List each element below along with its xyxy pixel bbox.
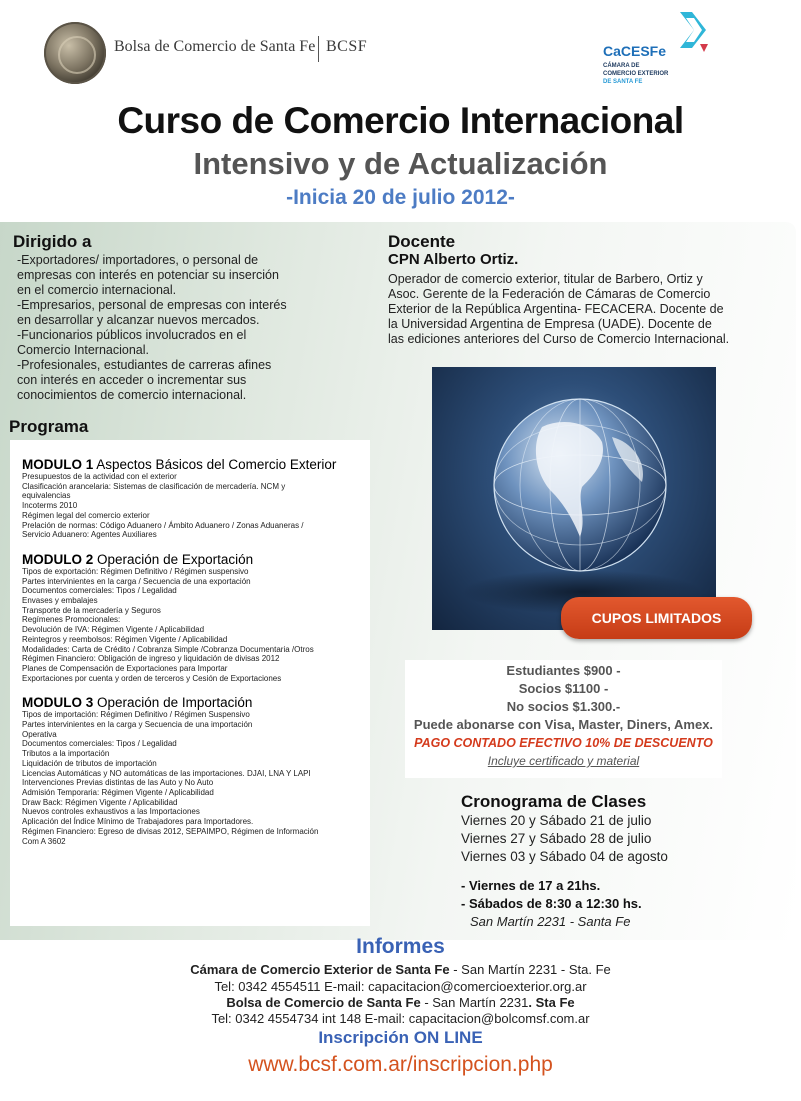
- includes-note: Incluye certificado y material: [487, 754, 640, 768]
- logo-divider: [318, 36, 319, 62]
- course-subtitle: Intensivo y de Actualización: [193, 146, 608, 181]
- price-members: Socios $1100 -: [518, 681, 609, 696]
- cronograma-dates: Viernes 20 y Sábado 21 de julio Viernes 27 y Sábado 28 de julio Viernes 03 y Sábado 04 de agosto: [461, 813, 668, 864]
- module-1-items: Presupuestos de la actividad con el exterior Clasificación arancelaria: Sistemas de clasificación de mercadería. NCM y equivalencias Incoterms 2010 Régimen legal del comercio exterior Prelación de normas: Código Aduanero / Ámbito Aduanero / Zonas Aduaneras / Servicio Aduanero: Agentes Auxiliares: [22, 472, 304, 540]
- bcsf-logo-abbr: BCSF: [326, 38, 368, 55]
- docente-bio: Operador de comercio exterior, titular de Barbero, Ortiz y Asoc. Gerente de la Federación de Cámaras de Comercio Exterior de la República Argentina- FECACERA. Docente de la Universidad Argentina de Empresa (UADE). Docente de las ediciones anteriores del Curso de Comercio Internacional.: [388, 272, 730, 346]
- globe-image: [432, 367, 716, 630]
- footer-cacesfe-line: Cámara de Comercio Exterior de Santa Fe - San Martín 2231 - Sta. Fe: [190, 962, 611, 977]
- cronograma-heading: Cronograma de Clases: [461, 792, 647, 811]
- cacesfe-arrow-icon: [672, 10, 712, 56]
- cronograma-hours: - Viernes de 17 a 21hs. - Sábados de 8:30 a 12:30 hs. San Martín 2231 - Santa Fe: [461, 878, 642, 929]
- docente-name: CPN Alberto Ortiz.: [388, 251, 519, 268]
- module-3-items: Tipos de importación: Régimen Definitivo / Régimen Suspensivo Partes intervinientes en la carga y Secuencia de una importación Operativa Documentos comerciales: Tipos / Legalidad Tributos a la importación Liquidación de tributos de importación Licencias Automáticas y NO automáticas de las importaciones. DJAI, LNA Y LAPI Intervenciones Previas distintas de las Auto y No Auto Admisión Temporaria: Régimen Vigente / Aplicabilidad Draw Back: Régimen Vigente / Aplicabilidad Nuevos controles exhaustivos a las Importaciones Aplicación del Índice Mínimo de Trabajadores para Importadores. Régimen Financiero: Egreso de divisas 2012, SEPAIMPO, Régimen de Información Com A 3602: [22, 710, 319, 846]
- module-2-items: Tipos de exportación: Régimen Definitivo / Régimen suspensivo Partes intervinientes en la carga / Secuencia de una exportación Documentos comerciales: Tipos / Legalidad Envases y embalajes Transporte de la mercadería y Seguros Regímenes Promocionales: Devolución de IVA: Régimen Vigente / Aplicabilidad Reintegros y reembolsos: Régimen Vigente / Aplicabilidad Modalidades: Carta de Crédito / Cobranza Simple /Cobranza Documentaria /Otros Régimen Financiero: Obligación de ingreso y liquidación de divisas 2012 Planes de Compensación de Exportaciones para Importar Exportaciones por cuenta y orden de terceros y Cesión de Exportaciones: [22, 566, 314, 683]
- footer-bcsf-contact: Tel: 0342 4554734 int 148 E-mail: capacitacion@bolcomsf.com.ar: [211, 1011, 590, 1026]
- cacesfe-logo-subtitle: CÁMARA DE COMERCIO EXTERIOR DE SANTA FE: [603, 63, 669, 85]
- price-box: [405, 660, 722, 778]
- inscripcion-url[interactable]: www.bcsf.com.ar/inscripcion.php: [248, 1053, 553, 1076]
- course-title: Curso de Comercio Internacional: [117, 100, 684, 141]
- dirigido-text: -Exportadores/ importadores, o personal de empresas con interés en potenciar su inserción en el comercio internacional. -Empresarios, personal de empresas con interés en desarrollar y alcanzar nuevos mercados. -Funcionarios públicos involucrados en el Comercio Internacional. -Profesionales, estudiantes de carreras afines con interés en acceder o incrementar sus conocimientos de comercio internacional.: [17, 253, 287, 402]
- informes-heading: Informes: [356, 935, 445, 958]
- programa-heading: Programa: [9, 417, 89, 436]
- price-non-members: No socios $1.300.-: [506, 699, 621, 714]
- dirigido-heading: Dirigido a: [13, 232, 92, 251]
- inscripcion-heading: Inscripción ON LINE: [318, 1028, 483, 1047]
- class-address: San Martín 2231 - Santa Fe: [470, 914, 631, 929]
- footer-bcsf-line: Bolsa de Comercio de Santa Fe - San Martín 2231. Sta Fe: [226, 995, 575, 1010]
- cacesfe-logo-name: CaCESFe: [603, 43, 667, 59]
- course-start-date: -Inicia 20 de julio 2012-: [286, 186, 515, 209]
- cupos-limitados-badge: CUPOS LIMITADOS: [561, 597, 752, 639]
- module-2-heading: MODULO 2 Operación de Exportación: [22, 551, 254, 567]
- programa-box: [10, 440, 370, 926]
- module-1-heading: MODULO 1 Aspectos Básicos del Comercio Exterior: [22, 457, 337, 472]
- cash-discount: PAGO CONTADO EFECTIVO 10% DE DESCUENTO: [414, 736, 713, 750]
- payment-methods: Puede abonarse con Visa, Master, Diners, Amex.: [413, 717, 714, 732]
- bcsf-seal-logo: [44, 22, 106, 84]
- bcsf-logo-name: Bolsa de Comercio de Santa Fe: [114, 38, 316, 55]
- module-3-heading: MODULO 3 Operación de Importación: [22, 695, 253, 711]
- footer-cacesfe-contact: Tel: 0342 4554511 E-mail: capacitacion@comercioexterior.org.ar: [214, 979, 587, 994]
- docente-heading: Docente: [388, 232, 456, 251]
- price-students: Estudiantes $900 -: [506, 663, 621, 678]
